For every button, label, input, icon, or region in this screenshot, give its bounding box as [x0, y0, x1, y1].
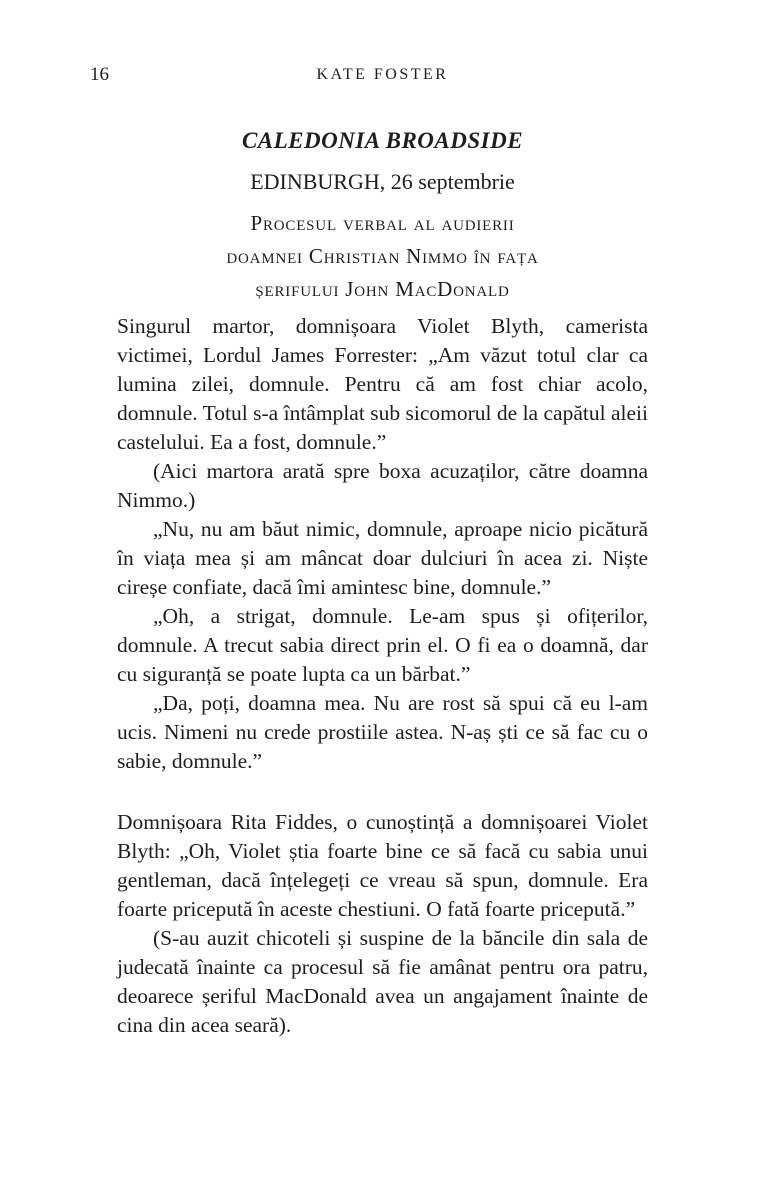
- body-paragraph: (S-au auzit chicoteli și suspine de la băncile din sala de judecată înainte ca procesul să fie amânat pentru ora patru, deoarece șeriful MacDonald avea un angajament înainte de cina din acea seară).: [117, 926, 648, 1037]
- heading-line-1: Procesul verbal al audierii: [250, 211, 515, 235]
- article-body: [117, 312, 648, 1040]
- body-paragraph: „Da, poți, doamna mea. Nu are rost să spui că eu l-am ucis. Nimeni nu crede prostiile astea. N-aș ști ce să fac cu o sabie, domnule.”: [117, 691, 648, 773]
- article-title: CALEDONIA BROADSIDE: [241, 128, 524, 153]
- article-dateline: EDINBURGH, 26 septembrie: [250, 169, 515, 194]
- body-paragraph: Domnișoara Rita Fiddes, o cunoștință a domnișoarei Violet Blyth: „Oh, Violet știa foarte bine ce să facă cu sabia unui gentleman, dacă înțelegeți ce vreau să spun, domnule. Era foarte pricepută în aceste chestiuni. O fată foarte pricepută.”: [117, 810, 648, 921]
- body-paragraph: „Nu, nu am băut nimic, domnule, aproape nicio picătură în viața mea și am mâncat doar dulciuri în acea zi. Niște cireșe confiate, dacă îmi amintesc bine, domnule.”: [117, 517, 648, 599]
- body-paragraph: „Oh, a strigat, domnule. Le-am spus și ofițerilor, domnule. A trecut sabia direct prin el. O fi ea o doamnă, dar cu siguranță se poate lupta ca un bărbat.”: [117, 604, 648, 686]
- body-paragraph: Singurul martor, domnișoara Violet Blyth, camerista victimei, Lordul James Forrester: „Am văzut totul clar ca lumina zilei, domnule. Pentru că am fost chiar acolo, domnule. Totul s-a întâmplat sub sicomorul de la capătul aleii castelului. Ea a fost, domnule.”: [117, 314, 648, 454]
- page-number: 16: [90, 64, 109, 85]
- heading-line-2: doamnei Christian Nimmo în fața: [226, 244, 539, 268]
- heading-line-3: șerifului John MacDonald: [255, 277, 510, 301]
- body-paragraph: (Aici martora arată spre boxa acuzaților, către doamna Nimmo.): [117, 459, 648, 512]
- article-heading: [117, 207, 648, 306]
- running-header-author: KATE FOSTER: [316, 66, 449, 83]
